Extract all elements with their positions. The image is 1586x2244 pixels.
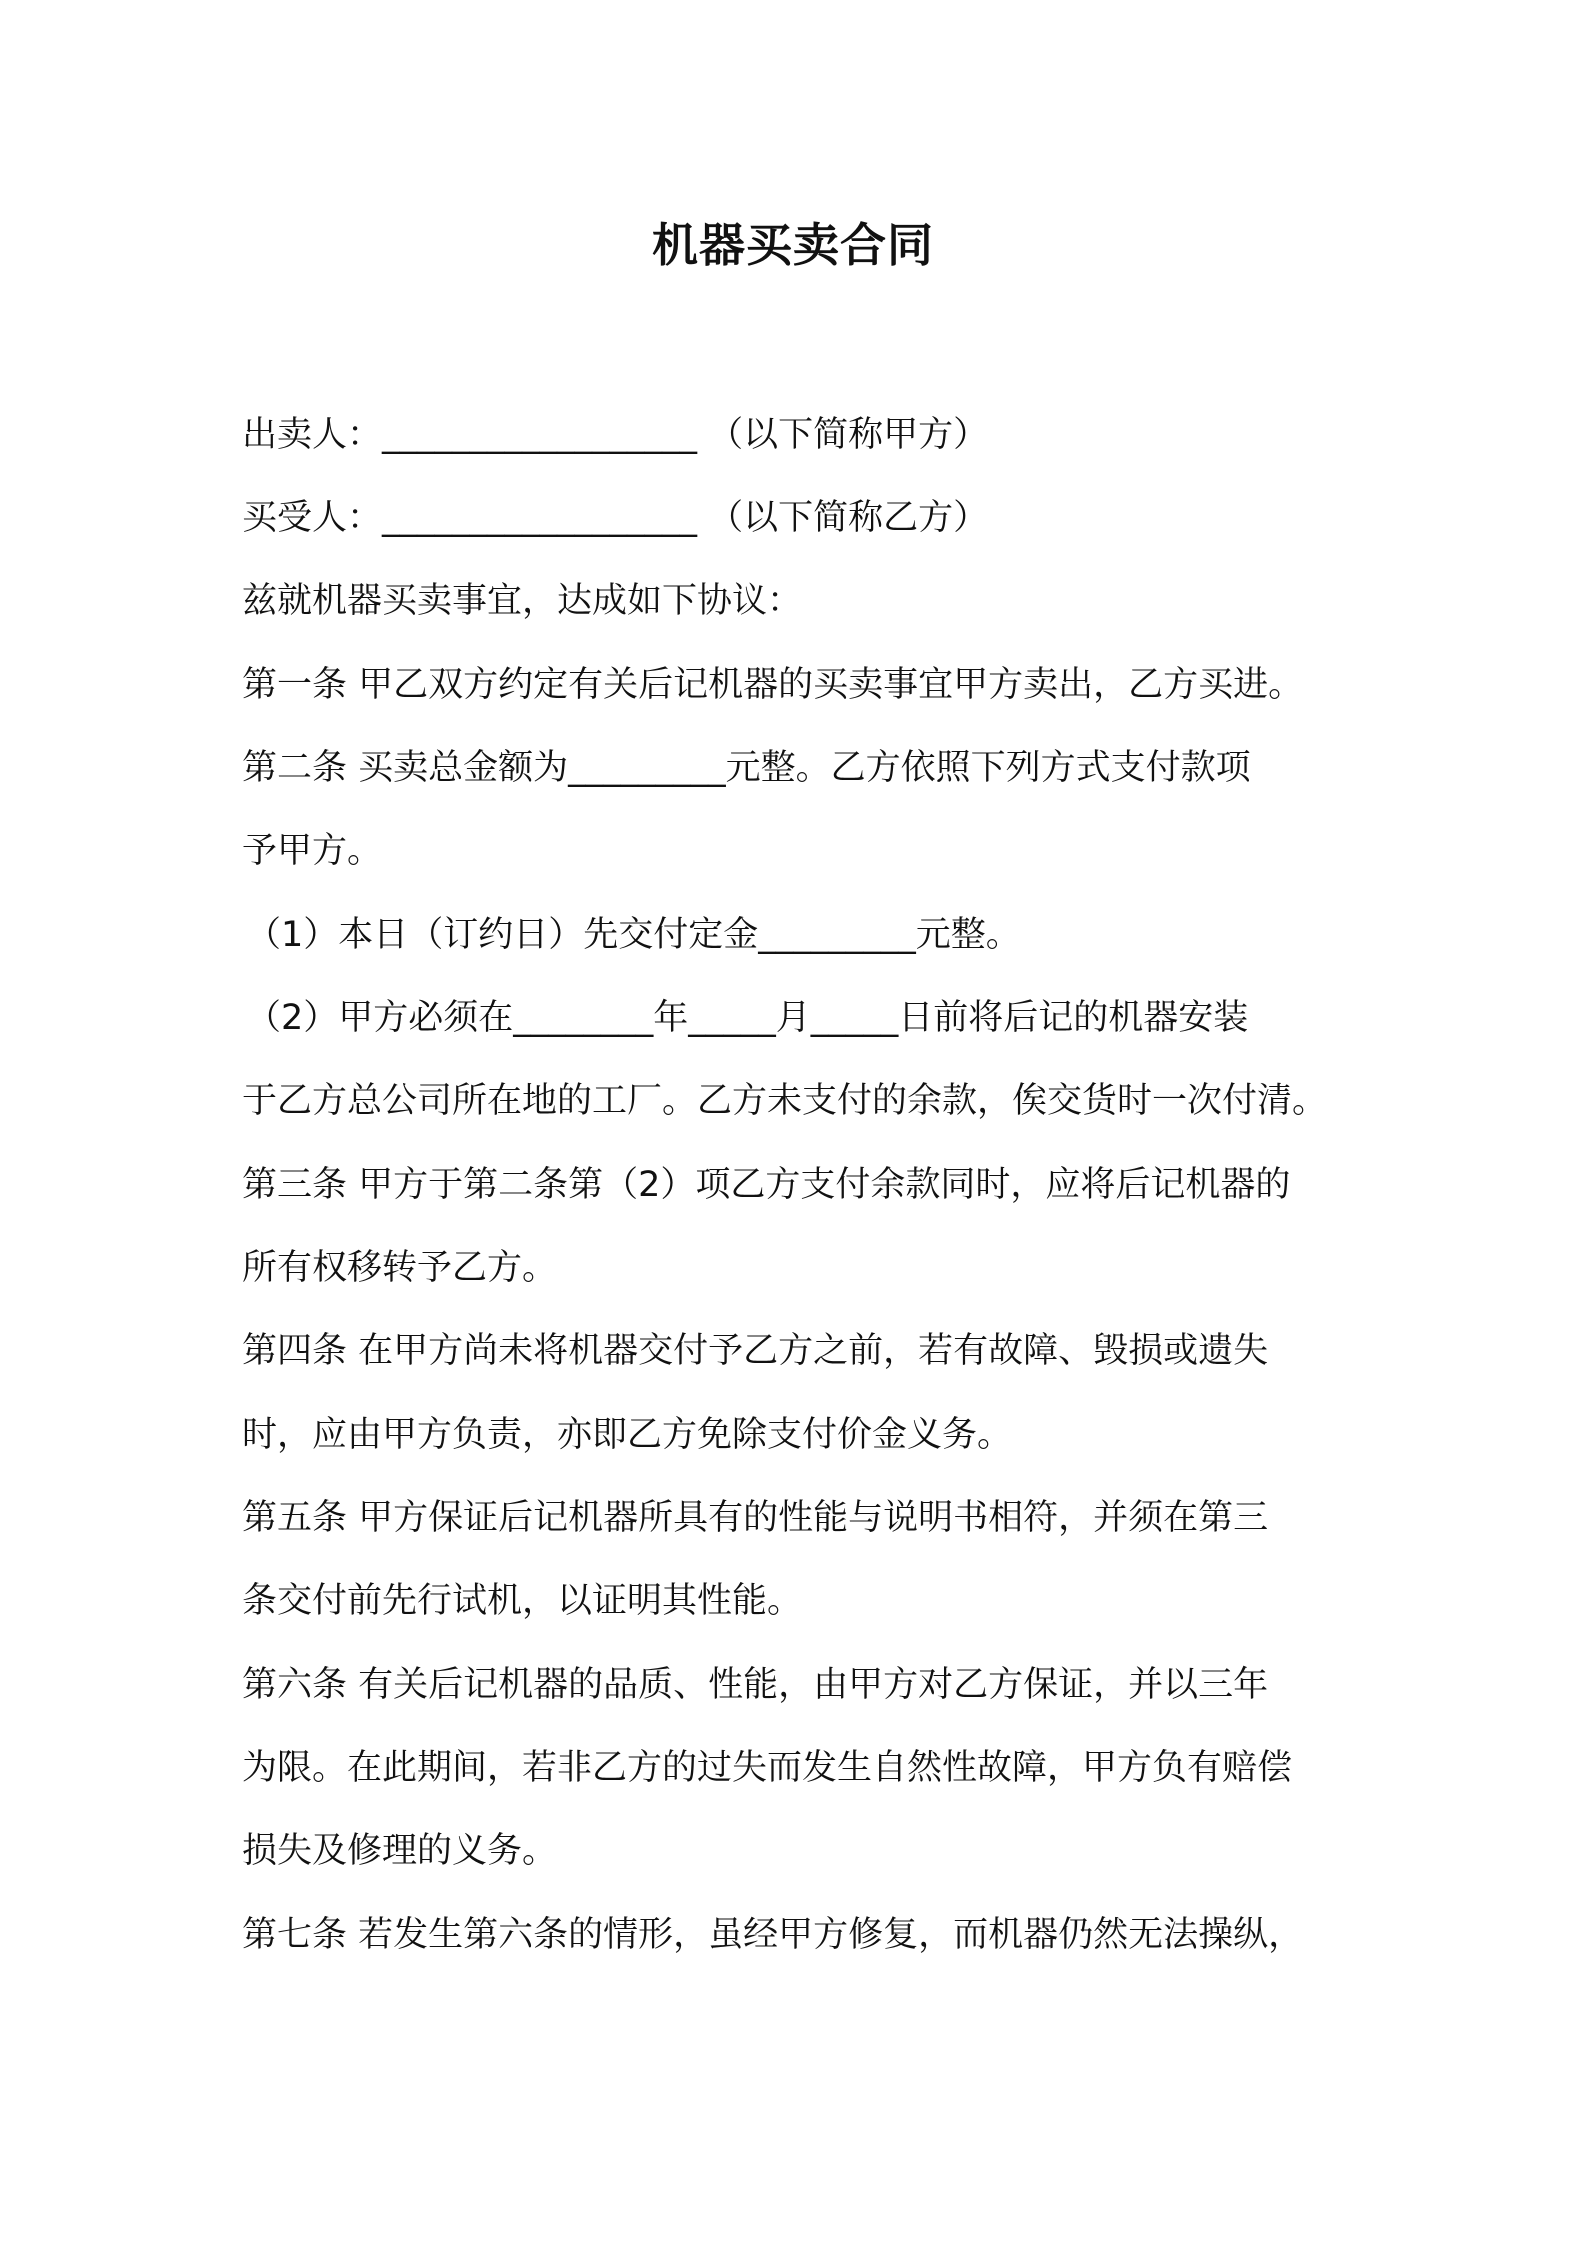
- article-4-line-1: 第四条 在甲方尚未将机器交付予乙方之前，若有故障、毁损或遗失: [242, 1331, 1269, 1371]
- seller-line: 出卖人：__________________ （以下简称甲方）: [242, 415, 989, 455]
- article-2-line-2: 予甲方。: [242, 831, 383, 871]
- article-4-line-2: 时，应由甲方负责，亦即乙方免除支付价金义务。: [242, 1415, 1013, 1455]
- article-6-line-3: 损失及修理的义务。: [242, 1831, 558, 1871]
- article-2-item-1: （1）本日（订约日）先交付定金_________元整。: [246, 915, 1021, 955]
- preamble-line: 兹就机器买卖事宜，达成如下协议：: [242, 581, 803, 621]
- article-2-item-2-line-2: 于乙方总公司所在地的工厂。乙方未支付的余款，俟交货时一次付清。: [242, 1081, 1328, 1121]
- article-3-line-2: 所有权移转予乙方。: [242, 1248, 558, 1288]
- article-5-line-2: 条交付前先行试机，以证明其性能。: [242, 1581, 803, 1621]
- article-5-line-1: 第五条 甲方保证后记机器所具有的性能与说明书相符，并须在第三: [242, 1498, 1269, 1538]
- article-6-line-1: 第六条 有关后记机器的品质、性能，由甲方对乙方保证，并以三年: [242, 1665, 1269, 1705]
- article-1-line: 第一条 甲乙双方约定有关后记机器的买卖事宜甲方卖出，乙方买进。: [242, 665, 1304, 705]
- article-2-item-2-line-1: （2）甲方必须在________年_____月_____日前将后记的机器安装: [246, 998, 1249, 1038]
- article-3-line-1: 第三条 甲方于第二条第（2）项乙方支付余款同时，应将后记机器的: [242, 1165, 1291, 1205]
- document-title: 机器买卖合同: [652, 218, 934, 272]
- article-7-line-1: 第七条 若发生第六条的情形，虽经甲方修复，而机器仍然无法操纵，: [242, 1915, 1304, 1955]
- article-2-line-1: 第二条 买卖总金额为_________元整。乙方依照下列方式支付款项: [242, 748, 1251, 788]
- buyer-line: 买受人：__________________ （以下简称乙方）: [242, 498, 989, 538]
- article-6-line-2: 为限。在此期间，若非乙方的过失而发生自然性故障，甲方负有赔偿: [242, 1748, 1293, 1788]
